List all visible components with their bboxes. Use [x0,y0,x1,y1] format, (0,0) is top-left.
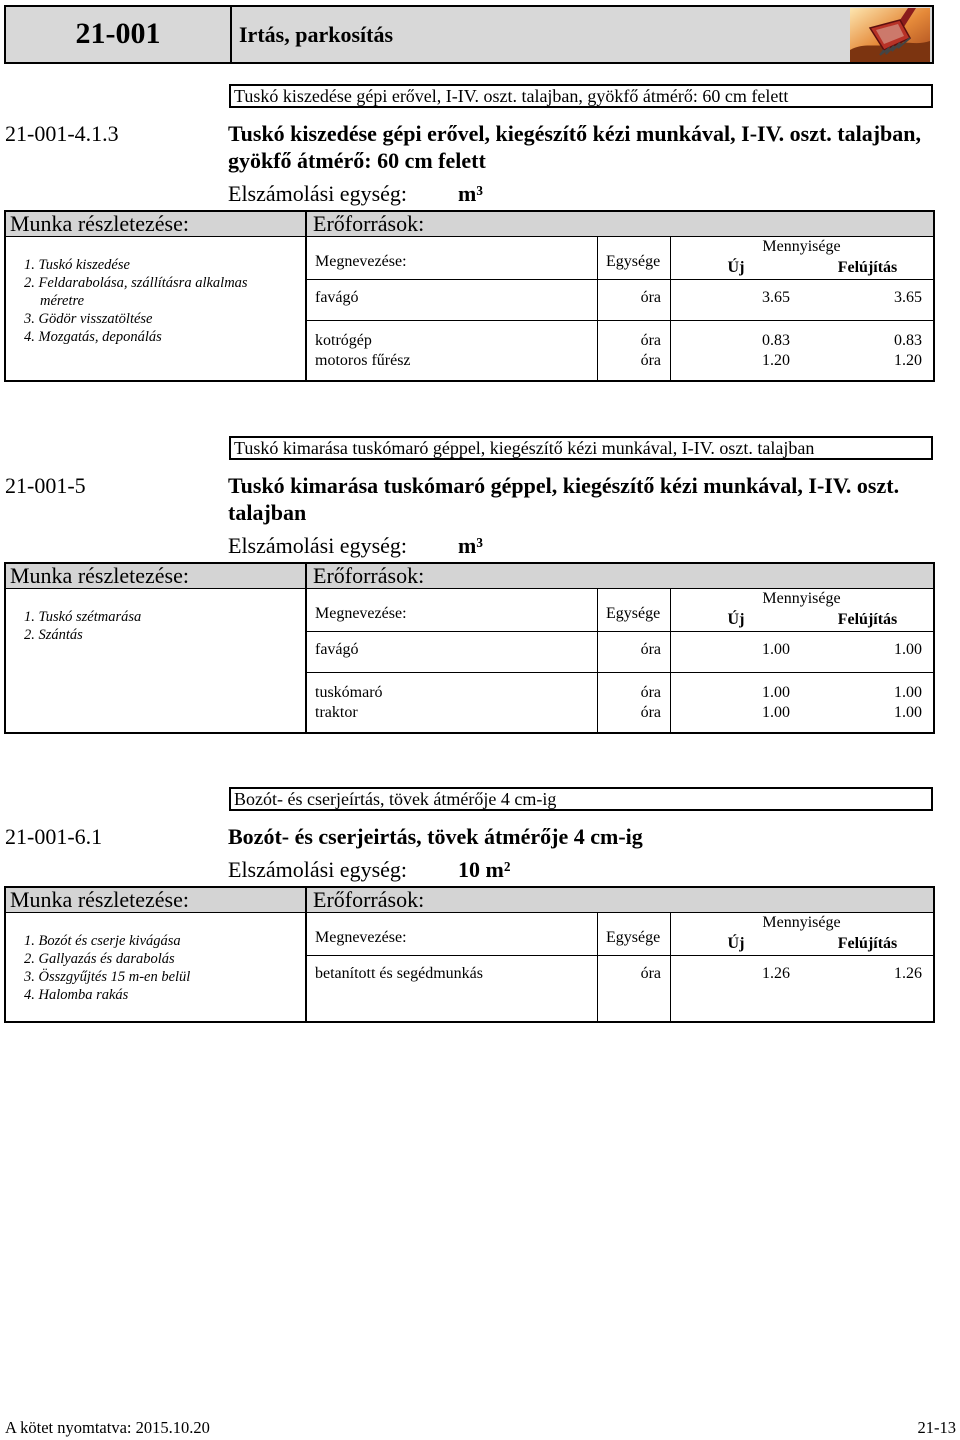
resource-qty-renovation: 3.65 [894,289,922,306]
resources-panel [307,589,933,732]
work-steps-list [6,237,307,380]
work-step: 1. Tuskó szétmarása [24,609,142,625]
resource-qty-new: 3.65 [762,289,790,306]
table-body [6,589,933,732]
item-box-title: Bozót- és cserjeírtás, tövek átmérője 4 cm-ig [229,787,933,811]
work-details-header: Munka részletezése: [6,212,307,236]
renovation-column-header: Felújítás [837,935,898,952]
item-heading [0,120,960,174]
table-row [307,703,933,723]
item-box-title: Tuskó kiszedése gépi erővel, I-IV. oszt. talajban, gyökfő átmérő: 60 cm felett [229,84,933,108]
billing-unit-label: Elszámolási egység: [228,181,408,206]
unit-column-header: Egysége [606,929,661,946]
work-step: 1. Tuskó kiszedése [24,257,130,273]
resource-table [4,210,935,382]
table-row [307,683,933,703]
excavator-bucket-graphic [850,8,930,62]
table-row [307,288,933,308]
resource-unit: óra [640,332,661,349]
page-number: 21-13 [917,1418,956,1437]
resource-name: betanított és segédmunkás [315,965,483,982]
resource-qty-renovation: 1.20 [894,352,922,369]
resource-name: motoros fűrész [315,352,411,369]
billing-unit-value: m³ [458,533,483,558]
work-item-section [0,787,960,1023]
work-step: 1. Bozót és cserje kivágása [24,933,181,949]
billing-unit-label: Elszámolási egység: [228,857,408,882]
resource-table [4,886,935,1023]
new-column-header: Új [727,259,745,276]
resources-header: Erőforrások: [313,887,425,912]
resources-column-headers [307,237,933,280]
resource-qty-new: 1.00 [762,704,790,721]
work-details-header: Munka részletezése: [6,888,307,912]
billing-unit-row [228,180,960,207]
resource-name: kotrógép [315,332,372,349]
resource-unit: óra [640,684,661,701]
work-step: 4. Mozgatás, deponálás [24,329,162,345]
resource-group [307,320,933,380]
work-steps-list [6,589,307,732]
resource-group [307,956,933,1021]
new-column-header: Új [727,611,745,628]
billing-unit-value: 10 m² [458,857,511,882]
item-title: Tuskó kiszedése gépi erővel, kiegészítő kézi munkával, I-IV. oszt. talajban, gyökfő átmérő: 60 cm felett [228,121,922,173]
item-box-title: Tuskó kimarása tuskómaró géppel, kiegészítő kézi munkával, I-IV. oszt. talajban [229,436,933,460]
table-row [307,964,933,984]
resource-qty-new: 1.26 [762,965,790,982]
resource-table [4,562,935,734]
billing-unit-row [228,532,960,559]
work-item-section [0,436,960,734]
resource-group [307,672,933,732]
renovation-column-header: Felújítás [837,259,898,276]
name-column-header: Megnevezése: [315,253,407,270]
resource-qty-renovation: 1.00 [894,684,922,701]
item-code: 21-001-4.1.3 [5,121,119,146]
resources-header: Erőforrások: [313,563,425,588]
table-row [307,331,933,351]
resource-qty-new: 1.00 [762,641,790,658]
resources-column-headers [307,589,933,632]
work-step: 2. Feldarabolása, szállításra alkalmas méretre [24,275,248,309]
chapter-code: 21-001 [6,7,232,62]
item-heading [0,472,960,526]
resource-group [307,632,933,672]
resource-unit: óra [640,965,661,982]
resource-name: favágó [315,641,359,658]
item-code: 21-001-5 [5,473,86,498]
resources-header: Erőforrások: [313,211,425,236]
quantity-column-header: Mennyisége [762,914,841,931]
work-step: 3. Gödör visszatöltése [24,311,153,327]
table-row [307,351,933,371]
table-header [6,212,933,237]
quantity-column-header: Mennyisége [762,590,841,607]
resources-panel [307,237,933,380]
resource-unit: óra [640,352,661,369]
resource-unit: óra [640,289,661,306]
work-step: 4. Halomba rakás [24,987,129,1003]
work-item-section [0,84,960,382]
billing-unit-label: Elszámolási egység: [228,533,408,558]
resource-qty-renovation: 0.83 [894,332,922,349]
work-step: 2. Gallyazás és darabolás [24,951,175,967]
resources-column-headers [307,913,933,956]
resource-unit: óra [640,704,661,721]
resource-qty-renovation: 1.26 [894,965,922,982]
resource-qty-new: 1.20 [762,352,790,369]
excavator-bucket-icon [848,7,932,62]
resource-name: favágó [315,289,359,306]
table-header [6,888,933,913]
quantity-column-header: Mennyisége [762,238,841,255]
chapter-title: Irtás, parkosítás [239,21,394,47]
work-step: 2. Szántás [24,627,83,643]
item-heading [0,823,960,850]
table-header [6,564,933,589]
page-header [4,5,934,64]
item-title: Tuskó kimarása tuskómaró géppel, kiegészítő kézi munkával, I-IV. oszt. talajban [228,473,900,525]
resource-qty-new: 1.00 [762,684,790,701]
table-row [307,640,933,660]
resource-name: traktor [315,704,358,721]
renovation-column-header: Felújítás [837,611,898,628]
billing-unit-row [228,856,960,883]
resources-panel [307,913,933,1021]
print-date: A kötet nyomtatva: 2015.10.20 [5,1418,210,1437]
item-title: Bozót- és cserjeirtás, tövek átmérője 4 cm-ig [228,824,643,849]
resource-group [307,280,933,320]
item-code: 21-001-6.1 [5,824,103,849]
unit-column-header: Egysége [606,253,661,270]
resource-name: tuskómaró [315,684,383,701]
resource-unit: óra [640,641,661,658]
resource-qty-new: 0.83 [762,332,790,349]
table-body [6,237,933,380]
resource-qty-renovation: 1.00 [894,704,922,721]
name-column-header: Megnevezése: [315,605,407,622]
resource-qty-renovation: 1.00 [894,641,922,658]
work-steps-list [6,913,307,1021]
table-body [6,913,933,1021]
work-details-header: Munka részletezése: [6,564,307,588]
new-column-header: Új [727,935,745,952]
unit-column-header: Egysége [606,605,661,622]
billing-unit-value: m³ [458,181,483,206]
work-step: 3. Összgyűjtés 15 m-en belül [24,969,191,985]
name-column-header: Megnevezése: [315,929,407,946]
